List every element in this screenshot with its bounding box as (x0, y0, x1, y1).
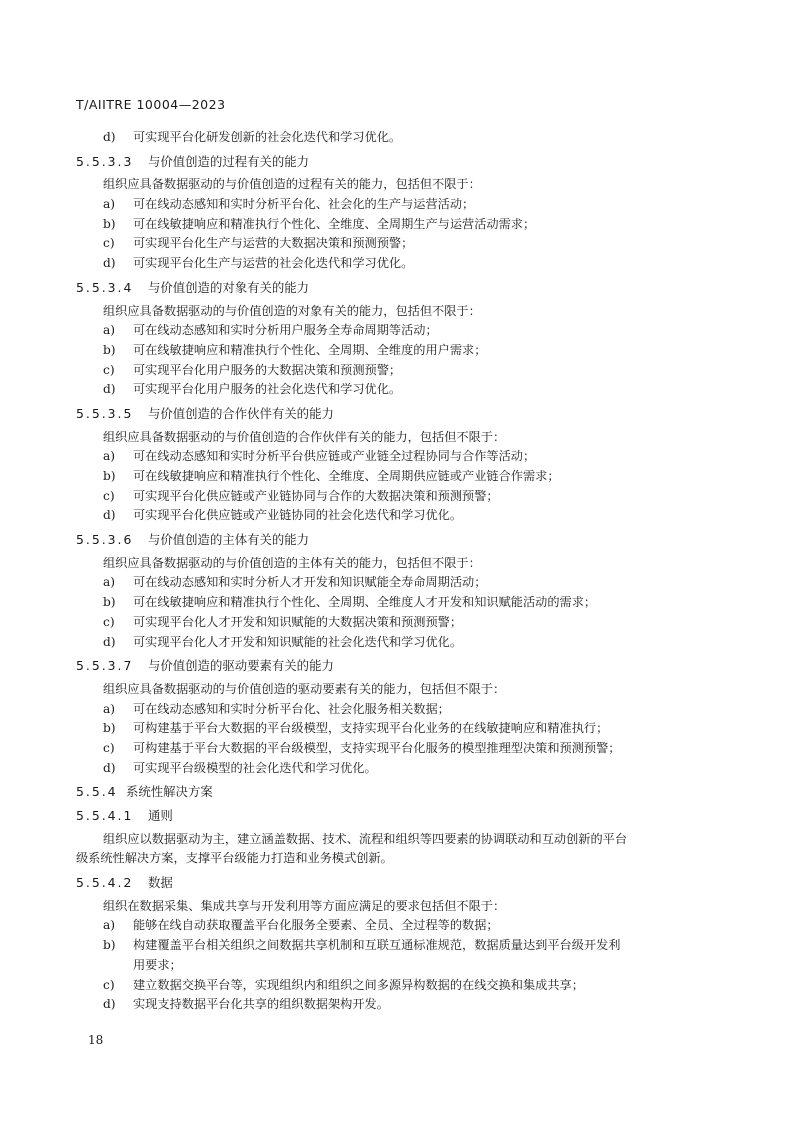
list-item-text: 可构建基于平台大数据的平台级模型，支持实现平台化业务的在线敏捷响应和精准执行； (133, 721, 609, 736)
paragraph-continuation: 级系统性解决方案，支撑平台级能力打造和业务模式创新。 (76, 851, 393, 866)
list-item-text: 可在线敏捷响应和精准执行个性化、全周期、全维度人才开发和知识赋能活动的需求； (133, 595, 597, 610)
list-item-label: c) (103, 488, 115, 503)
section-number: 5.5.4.2 (76, 875, 134, 891)
list-item-label: c) (103, 977, 115, 992)
section-number: 5.5.4.1 (76, 808, 134, 823)
list-item (76, 995, 716, 1015)
section-title: 与价值创造的对象有关的能力 (148, 279, 310, 295)
list-item-label: c) (103, 362, 115, 377)
list-item-text: 可构建基于平台大数据的平台级模型，支持实现平台化服务的模型推理型决策和预测预警； (133, 740, 621, 755)
list-item-text: 可在线动态感知和实时分析人才开发和知识赋能全寿命周期活动； (133, 575, 487, 590)
list-item (76, 759, 716, 779)
list-item-label: d) (103, 382, 116, 397)
list-item-label: d) (103, 256, 116, 271)
list-item (76, 487, 716, 507)
list-item (76, 321, 716, 341)
list-item-label: c) (103, 236, 115, 251)
list-item-text: 构建覆盖平台相关组织之间数据共享机制和互联互通标准规范，数据质量达到平台级开发利 (133, 938, 621, 953)
list-item-label: b) (103, 938, 116, 953)
list-item-text: 可在线敏捷响应和精准执行个性化、全维度、全周期生产与运营活动需求； (133, 216, 536, 231)
list-item (76, 341, 716, 361)
list-item (76, 936, 716, 956)
list-item-continuation: 用要求； (133, 957, 182, 972)
list-item-label: a) (103, 918, 116, 933)
paragraph: 组织在数据采集、集成共享与开发利用等方面应满足的要求包括但不限于： (103, 898, 506, 913)
list-item (76, 128, 716, 148)
list-item-label: b) (103, 595, 116, 610)
list-item (76, 234, 716, 254)
section-title: 与价值创造的主体有关的能力 (148, 532, 310, 548)
list-item-text: 可实现平台化用户服务的大数据决策和预测预警； (133, 362, 402, 377)
list-item-label: a) (103, 197, 116, 212)
list-item-text: 建立数据交换平台等，实现组织内和组织之间多源异构数据的在线交换和集成共享； (133, 977, 584, 992)
list-item (76, 700, 716, 720)
paragraph: 组织应以数据驱动为主，建立涵盖数据、技术、流程和组织等四要素的协调联动和互动创新的平台 (103, 831, 628, 846)
list-item-text: 可在线动态感知和实时分析平台化、社会化服务相关数据； (133, 701, 450, 716)
list-item (76, 447, 716, 467)
paragraph: 组织应具备数据驱动的与价值创造的对象有关的能力，包括但不限于： (103, 303, 481, 318)
list-item-text: 可实现平台化生产与运营的大数据决策和预测预警； (133, 236, 414, 251)
page-number: 18 (88, 1033, 104, 1047)
list-item-text: 可在线动态感知和实时分析平台化、社会化的生产与运营活动； (133, 197, 475, 212)
section-title: 与价值创造的合作伙伴有关的能力 (148, 405, 334, 421)
list-item (76, 739, 716, 759)
list-item-label: d) (103, 997, 116, 1012)
list-item (76, 361, 716, 381)
list-item-label: a) (103, 701, 116, 716)
list-item-text: 可实现平台级模型的社会化迭代和学习优化。 (133, 760, 377, 775)
list-item-label: d) (103, 508, 116, 523)
list-item-text: 可在线动态感知和实时分析平台供应链或产业链全过程协同与合作等活动； (133, 449, 536, 464)
section-number: 5.5.3.3 (76, 153, 134, 169)
list-item-label: d) (103, 130, 116, 144)
section-heading (76, 782, 716, 802)
paragraph: 组织应具备数据驱动的与价值创造的合作伙伴有关的能力，包括但不限于： (103, 429, 506, 444)
paragraph: 组织应具备数据驱动的与价值创造的主体有关的能力，包括但不限于： (103, 555, 481, 570)
section-heading (76, 806, 716, 826)
list-item (76, 613, 716, 633)
list-item-text: 可实现平台化研发创新的社会化迭代和学习优化。 (133, 130, 402, 144)
list-item-text: 可实现平台化供应链或产业链协同与合作的大数据决策和预测预警； (133, 488, 499, 503)
section-heading (76, 873, 716, 893)
section-title: 与价值创造的驱动要素有关的能力 (148, 658, 334, 674)
list-item (76, 215, 716, 235)
list-item-label: d) (103, 760, 116, 775)
paragraph: 组织应具备数据驱动的与价值创造的过程有关的能力，包括但不限于： (103, 177, 481, 192)
list-item-label: b) (103, 216, 116, 231)
list-item (76, 467, 716, 487)
list-item-text: 实现支持数据平台化共享的组织数据架构开发。 (133, 997, 389, 1012)
section-title: 系统性解决方案 (126, 784, 213, 800)
list-item-label: b) (103, 469, 116, 483)
list-item (76, 633, 716, 653)
section-number: 5.5.4 (76, 784, 118, 800)
list-item-text: 能够在线自动获取覆盖平台化服务全要素、全员、全过程等的数据； (133, 918, 499, 933)
list-item-text: 可在线动态感知和实时分析用户服务全寿命周期等活动； (133, 323, 438, 338)
list-item-text: 可实现平台化人才开发和知识赋能的大数据决策和预测预警； (133, 614, 463, 629)
section-heading (76, 530, 716, 550)
list-item-label: c) (103, 740, 115, 755)
document-code: T/AIITRE 10004—2023 (76, 97, 226, 112)
list-item-text: 可在线敏捷响应和精准执行个性化、全维度、全周期供应链或产业链合作需求； (133, 469, 560, 483)
section-number: 5.5.3.4 (76, 279, 134, 295)
paragraph: 组织应具备数据驱动的与价值创造的驱动要素有关的能力，包括但不限于： (103, 681, 506, 696)
document-body (76, 128, 716, 1015)
section-number: 5.5.3.5 (76, 405, 134, 421)
list-item (76, 506, 716, 526)
section-title: 数据 (148, 875, 173, 891)
section-heading (76, 404, 716, 424)
list-item (76, 380, 716, 400)
section-title: 与价值创造的过程有关的能力 (148, 153, 310, 169)
list-item-text: 可实现平台化供应链或产业链协同的社会化迭代和学习优化。 (133, 508, 463, 523)
list-item-label: a) (103, 449, 116, 464)
list-item (76, 719, 716, 739)
section-heading (76, 656, 716, 676)
section-number: 5.5.3.6 (76, 532, 134, 548)
list-item-text: 可在线敏捷响应和精准执行个性化、全周期、全维度的用户需求； (133, 342, 487, 357)
section-title: 通则 (148, 808, 173, 823)
list-item-label: b) (103, 721, 116, 736)
list-item-text: 可实现平台化用户服务的社会化迭代和学习优化。 (133, 382, 402, 397)
list-item (76, 254, 716, 274)
list-item-label: c) (103, 614, 115, 629)
list-item (76, 573, 716, 593)
list-item (76, 976, 716, 996)
list-item-label: a) (103, 575, 116, 590)
list-item-text: 可实现平台化人才开发和知识赋能的社会化迭代和学习优化。 (133, 634, 463, 649)
list-item (76, 195, 716, 215)
list-item-label: b) (103, 342, 116, 357)
list-item-label: a) (103, 323, 116, 338)
section-number: 5.5.3.7 (76, 658, 134, 674)
section-heading (76, 278, 716, 298)
list-item-text: 可实现平台化生产与运营的社会化迭代和学习优化。 (133, 256, 414, 271)
list-item (76, 916, 716, 936)
list-item-label: d) (103, 634, 116, 649)
list-item (76, 593, 716, 613)
section-heading (76, 152, 716, 172)
